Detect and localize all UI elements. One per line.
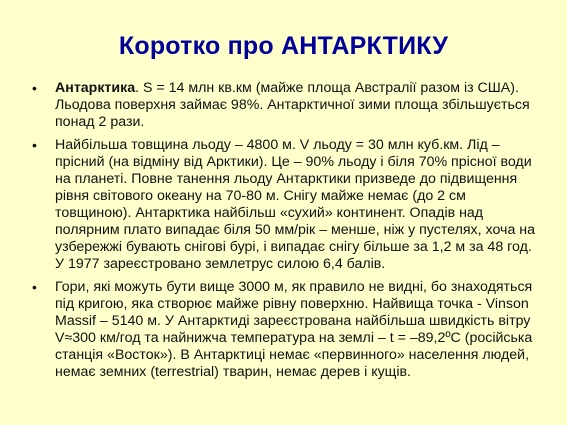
slide-title: Коротко про АНТАРКТИКУ: [118, 32, 449, 60]
bullet-text-ice: Найбільша товщина льоду – 4800 м. V льоду = 30 млн куб.км. Лід – прісний (на відміну від Арктики). Це – 90% льоду і біля 70% прісної води на планеті. Повне танення льоду Антарктики призведе до підвищення рівня світового океану на 70-80 м. Снігу майже немає (до 2 см товщиною). Антарктика найбільш «сухий» континент. Опадів над полярним плато випадає біля 50 мм/рік – менше, ніж у пустелях, хоча на узбережжі бувають снігові бурі, і випадає снігу більше за 1,2 м за 48 год. У 1977 зареєстровано землетрус силою 6,4 балів.: [55, 137, 535, 272]
bullet-icon: •: [32, 137, 37, 153]
bullet-list: [32, 80, 544, 387]
bullet-item-ice: [32, 137, 544, 273]
bullet-item-area: [32, 80, 544, 131]
bullet-text-mountains: Гори, які можуть бути вище 3000 м, як правило не видні, бо знаходяться під кригою, яка створює майже рівну поверхню. Найвища точка - Vinson Massif – 5140 м. У Антарктиді зареєстрована найбільша швидкість вітру V≈300 км/год та найнижча температура на землі – t = –89,2ºС (російська станція «Восток»). В Антарктиці немає «первинного» населення людей, немає земних (terrestrial) тварин, немає дерев і кущів.: [55, 279, 533, 380]
bullet-icon: •: [32, 279, 37, 295]
bullet-term-antarctica: Антарктика: [55, 80, 136, 96]
bullet-item-mountains: [32, 279, 544, 381]
bullet-text-area: . S = 14 млн кв.км (майже площа Австралії разом із США). Льодова поверхня займає 98%. Антарктичної зими площа збільшується понад 2 рази.: [55, 80, 530, 130]
bullet-icon: •: [32, 80, 37, 96]
